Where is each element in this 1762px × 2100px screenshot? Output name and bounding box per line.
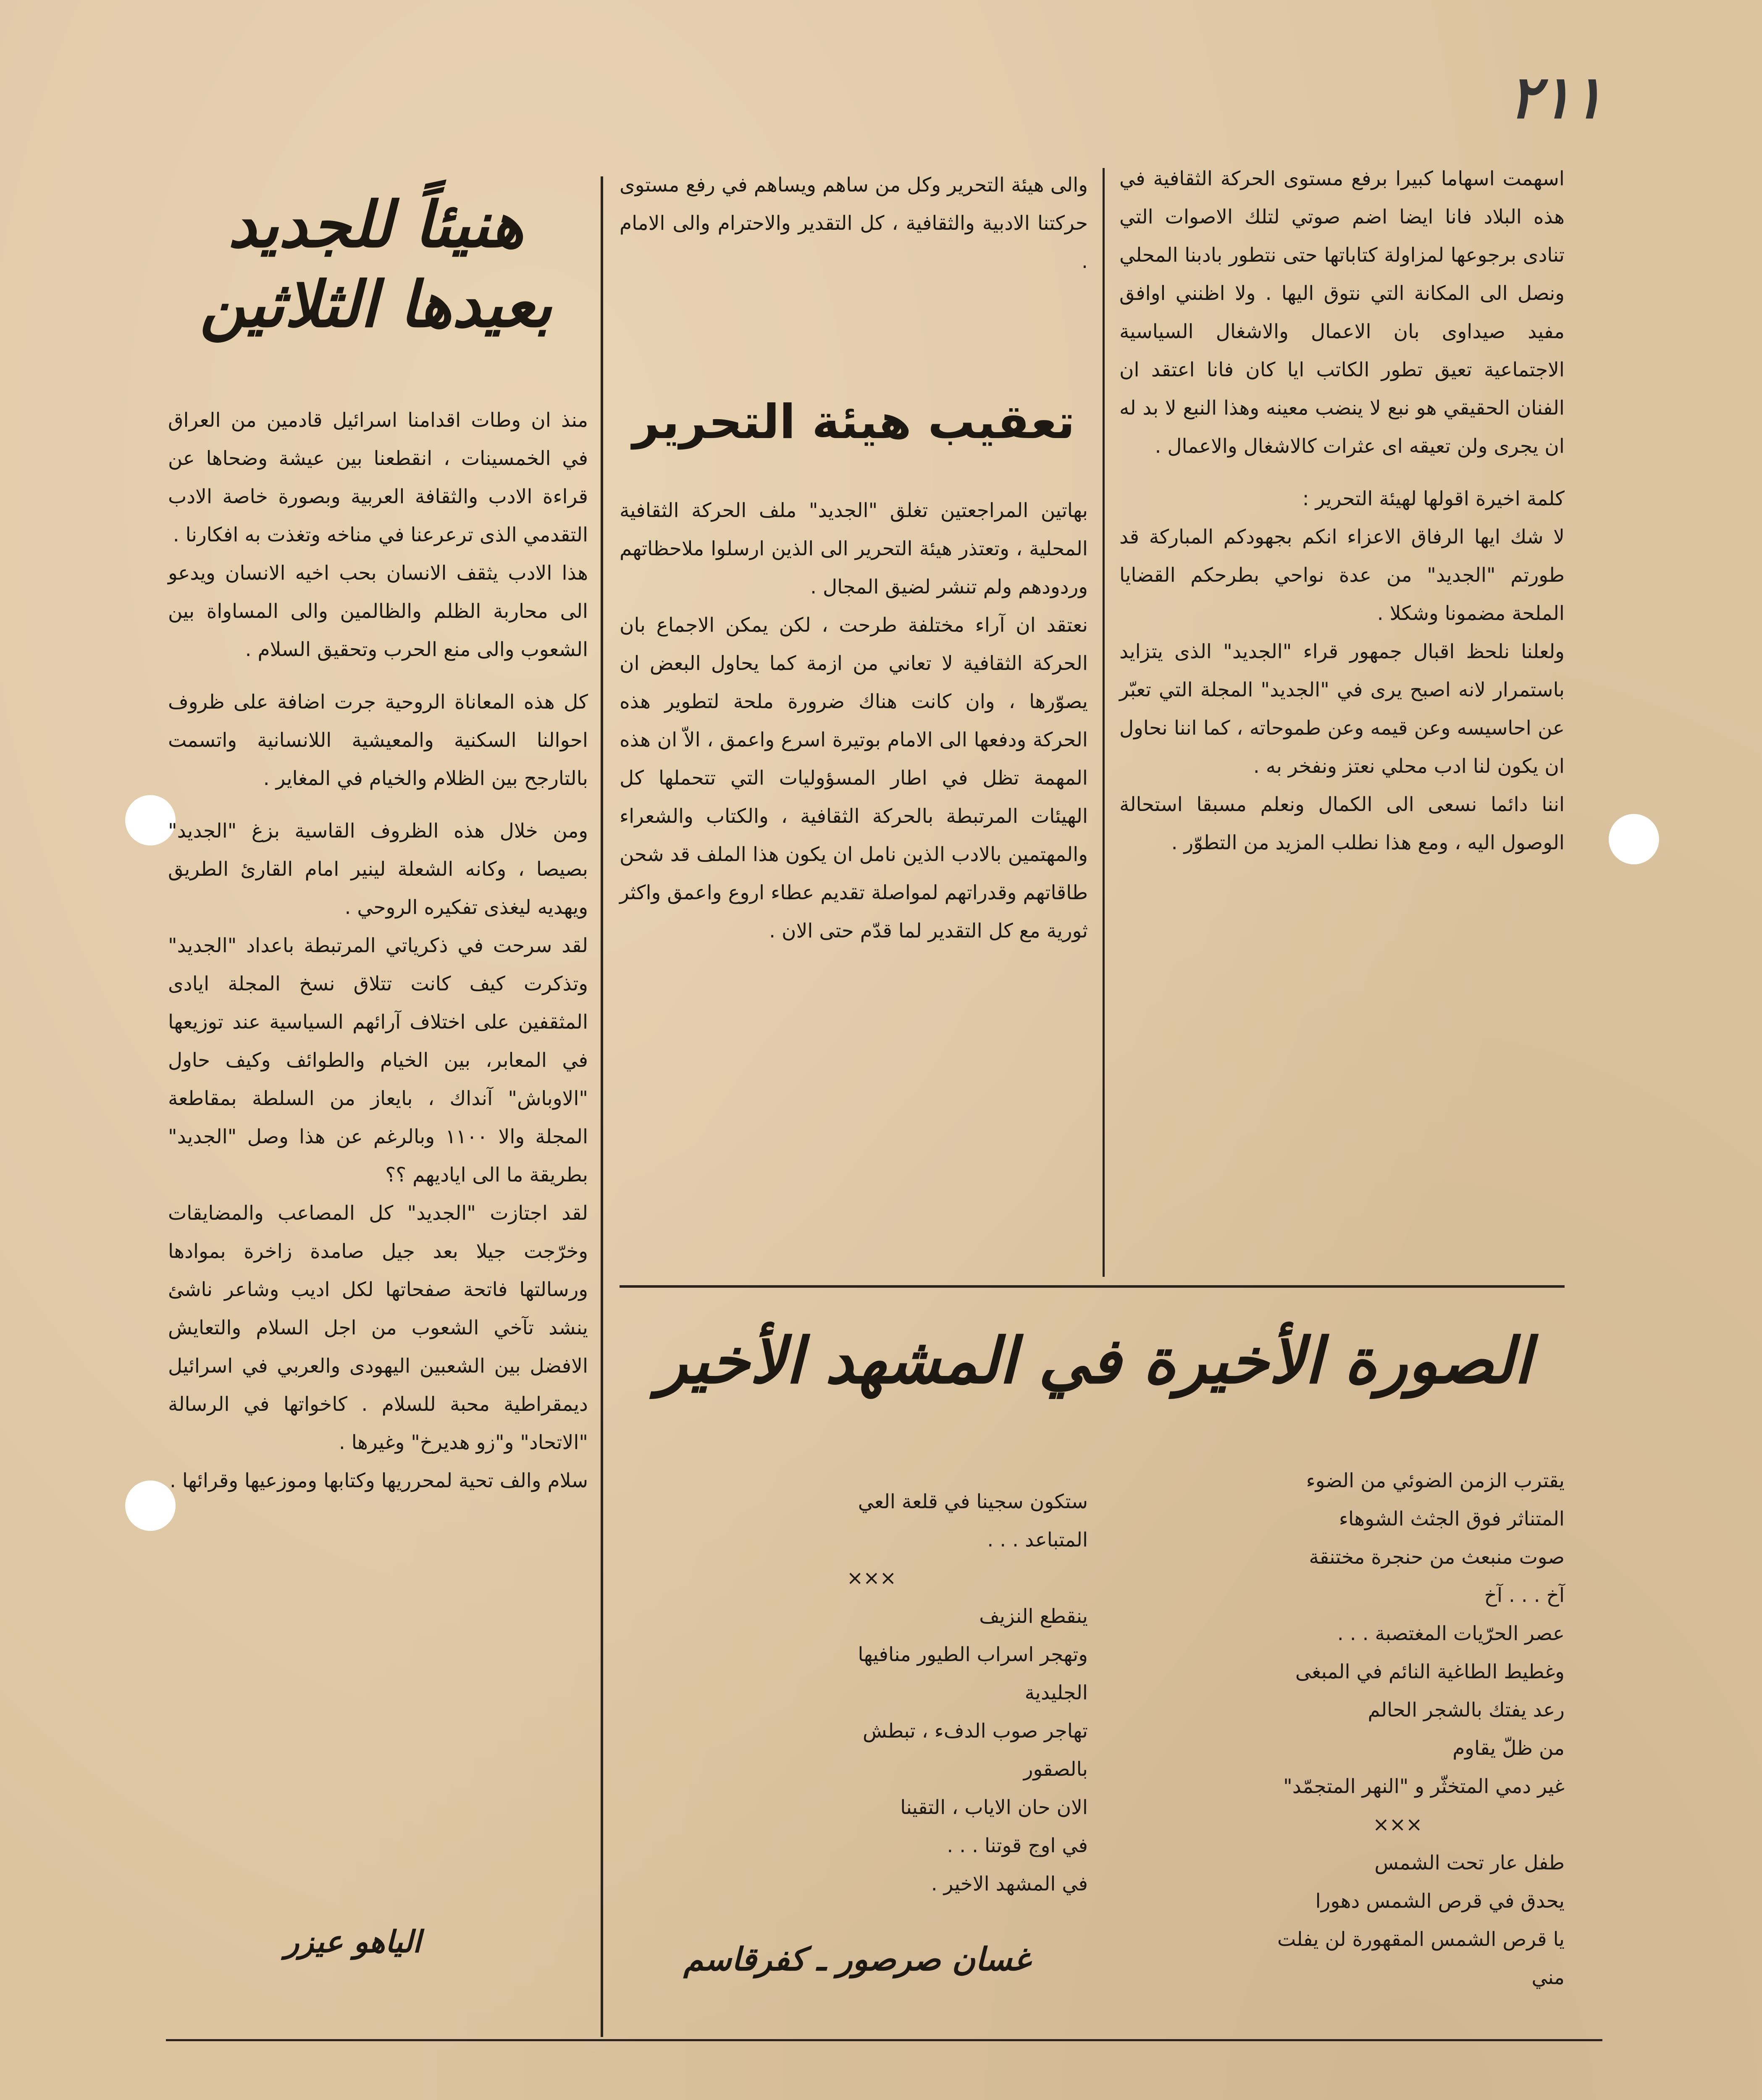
footer-rule: [166, 2039, 1602, 2041]
poem-line: ستكون سجينا في قلعة العي: [858, 1490, 1088, 1513]
poem-title: الصورة الأخيرة في المشهد الأخير: [657, 1324, 1531, 1398]
paragraph: اسهمت اسهاما كبيرا برفع مستوى الحركة الثقافية في هذه البلاد فانا ايضا اضم صوتي لتلك الاصوات التي تنادى برجوعها لمزاولة كتاباتها حتى نتطور بادبنا المحلي ونصل الى المكانة التي نتوق اليها . ولا اظنني اوافق مفيد صيداوى بان الاعمال والاشغال السياسية الاجتماعية تعيق تطور الكاتب ايا كان فانا اعتقد ان الفنان الحقيقي هو نبع لا ينضب معينه وهذا النبع لا بد له ان يجرى ولن تعيقه اى عثرات كالاشغال والاعمال .: [1119, 167, 1565, 458]
article-left-title-line2: بعيدها الثلاثين: [200, 268, 552, 341]
poem-line: تهاجر صوب الدفء ، تبطش: [862, 1719, 1088, 1743]
poem-line: ينقطع النزيف: [979, 1605, 1088, 1628]
paragraph: ومن خلال هذه الظروف القاسية بزغ "الجديد" بصيصا ، وكانه الشعلة لينير امام القارئ الطريق ويهديه ليغذى تفكيره الروحي .: [168, 819, 588, 919]
paragraph: لقد اجتازت "الجديد" كل المصاعب والمضايقات وخرّجت جيلا بعد جيل صامدة زاخرة بموادها ورسالتها فاتحة صفحاتها لكل اديب وشاعر ناشئ ينشد تآخي الشعوب من اجل السلام والتعايش الافضل بين الشعبين اليهودى والعربي في اسرائيل ديمقراطية محبة للسلام . كاخواتها في الرسالة "الاتحاد" و"زو هديرخ" وغيرها .: [168, 1202, 588, 1454]
poem-line: في اوج قوتنا . . .: [947, 1834, 1088, 1857]
article-middle-intro: [620, 166, 1088, 281]
poem-line: المتباعد . . .: [987, 1528, 1088, 1551]
section-divider: [620, 1285, 1565, 1288]
poem-line: في المشهد الاخير .: [931, 1872, 1088, 1895]
poem-line: وغطيط الطاغية النائم في المبغى: [1295, 1660, 1565, 1683]
poem-line: المتناثر فوق الجثث الشوهاء: [1339, 1507, 1565, 1530]
poem-line: يقترب الزمن الضوئي من الضوء: [1306, 1469, 1565, 1492]
paragraph: كل هذه المعاناة الروحية جرت اضافة على ظروف احوالنا السكنية والمعيشية اللانسانية واتسمت بالتارجح بين الظلام والخيام في المغاير .: [168, 690, 588, 790]
handwritten-page-number: ٢١١: [1509, 63, 1604, 132]
poem-line: عصر الحرّيات المغتصبة . . .: [1337, 1622, 1565, 1645]
punch-hole-right: [1609, 814, 1659, 864]
paragraph: نعتقد ان آراء مختلفة طرحت ، لكن يمكن الاجماع بان الحركة الثقافية لا تعاني من ازمة كما يحاول البعض ان يصوّرها ، وان كانت هناك ضرورة ملحة لتطوير هذه الحركة ودفعها الى الامام بوتيرة اسرع واعمق ، الاّ ان هذه المهمة تظل في اطار المسؤوليات التي تتحملها كل الهيئات المرتبطة بالحركة الثقافية ، والكتاب والشعراء والمهتمين بالادب الذين نامل ان يكون هذا الملف قد شحن طاقاتهم وقدراتهم لمواصلة تقديم عطاء اروع واعمق واكثر ثورية مع كل التقدير لما قدّم حتى الان .: [620, 614, 1088, 942]
article-right-body: [1119, 160, 1565, 862]
article-middle-body: [620, 491, 1088, 950]
poem-line: يا قرص الشمس المقهورة لن يفلت: [1277, 1928, 1565, 1951]
poem-line: غير دمي المتخثّر و "النهر المتجمّد": [1283, 1775, 1565, 1798]
poem-column-left: [655, 1483, 1088, 1903]
column-divider-middle: [1103, 168, 1105, 1277]
paragraph: بهاتين المراجعتين تغلق "الجديد" ملف الحركة الثقافية المحلية ، وتعتذر هيئة التحرير الى الذين ارسلوا ملاحظاتهم وردودهم ولم تنشر لضيق المجال .: [620, 499, 1088, 598]
poem-separator: ×××: [1373, 1813, 1423, 1836]
poem-signature: غسان صرصور ـ كفرقاسم: [683, 1940, 1030, 1978]
paragraph: ولعلنا نلحظ اقبال جمهور قراء "الجديد" الذى يتزايد باستمرار لانه اصبح يرى في "الجديد" المجلة التي تعبّر عن احاسيسه وعن قيمه وعن طموحاته ، كما اننا نحاول ان يكون لنا ادب محلي نعتز ونفخر به .: [1119, 640, 1565, 778]
poem-line: مني: [1531, 1966, 1565, 1989]
poem-line: الان حان الاياب ، التقينا: [900, 1796, 1088, 1819]
paragraph: لقد سرحت في ذكرياتي المرتبطة باعداد "الجديد" وتذكرت كيف كانت تتلاق نسخ المجلة ايادى المثقفين على اختلاف آرائهم السياسية عند توزيعها في المعابر، بين الخيام والطوائف وكيف حاول "الاوباش" آنداك ، بايعاز من السلطة بمقاطعة المجلة والا ١١٠٠ وبالرغم عن هذا وصل "الجديد" بطريقة ما الى اياديهم ؟؟: [168, 934, 588, 1186]
poem-line: يحدق في قرص الشمس دهورا: [1315, 1890, 1565, 1913]
article-middle-title: تعقيب هيئة التحرير: [632, 395, 1075, 449]
poem-column-right: [1126, 1462, 1565, 1997]
article-left-title: [164, 185, 588, 344]
poem-line: رعد يفتك بالشجر الحالم: [1368, 1698, 1565, 1722]
article-left-body: [168, 401, 588, 1500]
paragraph: اننا دائما نسعى الى الكمال ونعلم مسبقا استحالة الوصول اليه ، ومع هذا نطلب المزيد من التطوّر .: [1119, 793, 1565, 854]
paragraph: هذا الادب يثقف الانسان بحب اخيه الانسان ويدعو الى محاربة الظلم والظالمين والى المساواة بين الشعوب والى منع الحرب وتحقيق السلام .: [168, 562, 588, 661]
paragraph: منذ ان وطات اقدامنا اسرائيل قادمين من العراق في الخمسينات ، انقطعنا بين عيشة وضحاها عن قراءة الادب والثقافة العربية وبصورة خاصة الادب التقدمي الذى ترعرعنا في مناخه وتغذت به افكارنا .: [168, 409, 588, 546]
poem-line: طفل عار تحت الشمس: [1374, 1851, 1565, 1874]
article-left-signature: الياهو عيزر: [284, 1924, 421, 1959]
paragraph: سلام والف تحية لمحرريها وكتابها وموزعيها وقرائها .: [169, 1469, 588, 1492]
poem-line: صوت منبعث من حنجرة مختنقة: [1309, 1546, 1565, 1569]
poem-line: الجليدية: [1024, 1681, 1088, 1704]
poem-separator: ×××: [846, 1567, 897, 1590]
poem-line: وتهجر اسراب الطيور منافيها: [858, 1643, 1088, 1666]
poem-line: بالصقور: [1023, 1758, 1088, 1781]
paragraph: كلمة اخيرة اقولها لهيئة التحرير :: [1302, 487, 1565, 510]
poem-line: من ظلّ يقاوم: [1452, 1737, 1565, 1760]
article-left-title-line1: هنيئاً للجديد: [228, 188, 524, 262]
paragraph: لا شك ايها الرفاق الاعزاء انكم بجهودكم المباركة قد طورتم "الجديد" من عدة نواحي بطرحكم القضايا الملحة مضمونا وشكلا .: [1119, 525, 1565, 625]
poem-line: آخ . . . آخ: [1484, 1584, 1565, 1607]
column-divider-left: [601, 176, 603, 2037]
paragraph: والى هيئة التحرير وكل من ساهم ويساهم في رفع مستوى حركتنا الادبية والثقافية ، كل التقدير والاحترام والى الامام .: [620, 173, 1088, 273]
